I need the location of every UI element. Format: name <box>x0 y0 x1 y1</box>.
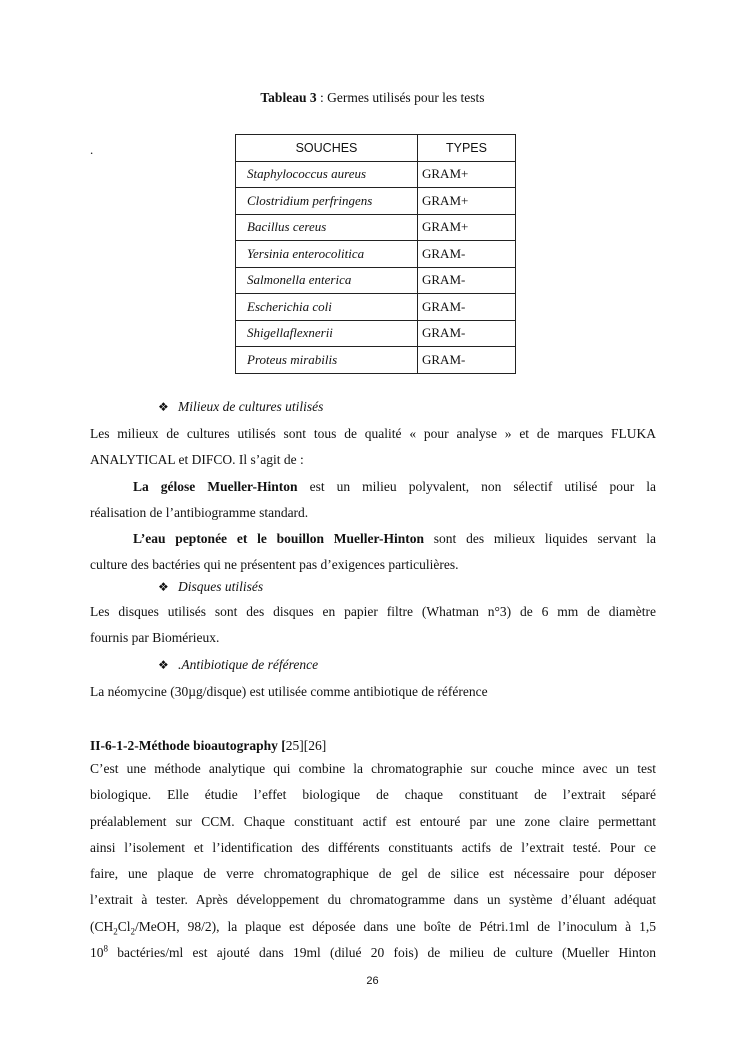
species-cell: Yersinia enterocolitica <box>236 241 418 268</box>
section-paragraph <box>90 756 656 966</box>
table-row <box>236 214 516 241</box>
text-line: préalablement sur CCM. Chaque constituant actif est entouré par une zone claire permettant <box>90 813 656 829</box>
stray-dot: . <box>90 142 94 157</box>
disques-heading-text: Disques utilisés <box>178 579 264 594</box>
item2-rest: sont des milieux liquides servant la <box>423 531 656 547</box>
item1-rest: est un milieu polyvalent, non sélectif utilisé pour la <box>297 478 656 494</box>
germs-table <box>235 134 516 374</box>
disques-heading <box>158 579 263 595</box>
text-line: l’extrait à tester. Après développement du chromatogramme dans un système d’éluant adéquat <box>90 892 656 908</box>
type-cell: GRAM+ <box>418 214 516 241</box>
caption-label: Tableau 3 <box>260 90 317 105</box>
header-souches: SOUCHES <box>236 135 418 162</box>
bullet-diamond-icon: ❖ <box>158 400 169 414</box>
species-cell: Salmonella enterica <box>236 267 418 294</box>
table-row <box>236 188 516 215</box>
section-title-refs: 25][26] <box>285 738 327 753</box>
text-line <box>90 940 656 966</box>
line7-sub2: 2 <box>130 926 136 937</box>
type-cell: GRAM- <box>418 294 516 321</box>
text-line <box>90 474 656 500</box>
table-row <box>236 347 516 374</box>
text-line: ANALYTICAL et DIFCO. Il s’agit de : <box>90 452 304 468</box>
antibiotique-paragraph <box>90 679 656 705</box>
species-cell: Clostridium perfringens <box>236 188 418 215</box>
disques-paragraph <box>90 599 656 652</box>
table-row <box>236 267 516 294</box>
type-cell: GRAM+ <box>418 188 516 215</box>
text-line: culture des bactéries qui ne présentent pas d’exigences particulières. <box>90 557 459 573</box>
line7-a: (CH <box>90 918 114 934</box>
text-line: C’est une méthode analytique qui combine la chromatographie sur couche mince avec un test <box>90 761 656 776</box>
table-row <box>236 320 516 347</box>
line8-a: 10 <box>90 945 104 961</box>
species-cell: Bacillus cereus <box>236 214 418 241</box>
species-cell: Staphylococcus aureus <box>236 161 418 188</box>
milieux-heading <box>158 399 323 415</box>
text-line: ainsi l’isolement et l’identification des différents constituants actifs de l’extrait testé. Pour ce <box>90 839 656 855</box>
text-line <box>90 914 656 940</box>
type-cell: GRAM- <box>418 347 516 374</box>
species-cell: Shigellaflexnerii <box>236 320 418 347</box>
table-caption <box>0 90 745 106</box>
caption-text: : Germes utilisés pour les tests <box>316 90 485 105</box>
line8-sup: 8 <box>103 943 108 954</box>
type-cell: GRAM- <box>418 241 516 268</box>
line8-b: bactéries/ml est ajouté dans 19ml (dilué 20 fois) de milieu de culture (Mueller Hinton <box>108 945 656 961</box>
table-row <box>236 294 516 321</box>
antibiotique-heading <box>158 657 318 673</box>
item2-bold: L’eau peptonée et le bouillon Mueller-Hinton <box>133 531 424 547</box>
line7-sub1: 2 <box>113 926 118 937</box>
text-line: réalisation de l’antibiogramme standard. <box>90 504 309 520</box>
text-line: faire, une plaque de verre chromatographique de gel de silice est nécessaire pour déposer <box>90 866 656 882</box>
header-types: TYPES <box>418 135 516 162</box>
item1-bold: La gélose Mueller-Hinton <box>133 478 298 494</box>
milieux-paragraph <box>90 421 656 579</box>
text-line: Les milieux de cultures utilisés sont tous de qualité « pour analyse » et de marques FLUKA <box>90 426 656 441</box>
bullet-diamond-icon: ❖ <box>158 658 169 672</box>
milieux-heading-text: Milieux de cultures utilisés <box>178 399 324 414</box>
line7-c: /MeOH, 98/2), la plaque est déposée dans une boîte de Pétri.1ml de l’inoculum à 1,5 <box>135 918 656 934</box>
bullet-diamond-icon: ❖ <box>158 580 169 594</box>
species-cell: Proteus mirabilis <box>236 347 418 374</box>
antibiotique-heading-text: .Antibiotique de référence <box>178 657 319 672</box>
type-cell: GRAM- <box>418 267 516 294</box>
text-line: biologique. Elle étudie l’effet biologique de chaque constituant de l’extrait séparé <box>90 787 656 803</box>
text-line <box>90 526 656 552</box>
text-line: Les disques utilisés sont des disques en papier filtre (Whatman n°3) de 6 mm de diamètre <box>90 604 656 619</box>
text-line: fournis par Biomérieux. <box>90 630 220 646</box>
type-cell: GRAM- <box>418 320 516 347</box>
page-number: 26 <box>366 975 379 987</box>
line7-b: Cl <box>117 918 131 934</box>
type-cell: GRAM+ <box>418 161 516 188</box>
section-title-bold: II-6-1-2-Méthode bioautography [ <box>90 738 286 753</box>
table-row <box>236 241 516 268</box>
species-cell: Escherichia coli <box>236 294 418 321</box>
table-row <box>236 161 516 188</box>
table-header-row <box>236 135 516 162</box>
text-line: La néomycine (30µg/disque) est utilisée comme antibiotique de référence <box>90 684 488 699</box>
